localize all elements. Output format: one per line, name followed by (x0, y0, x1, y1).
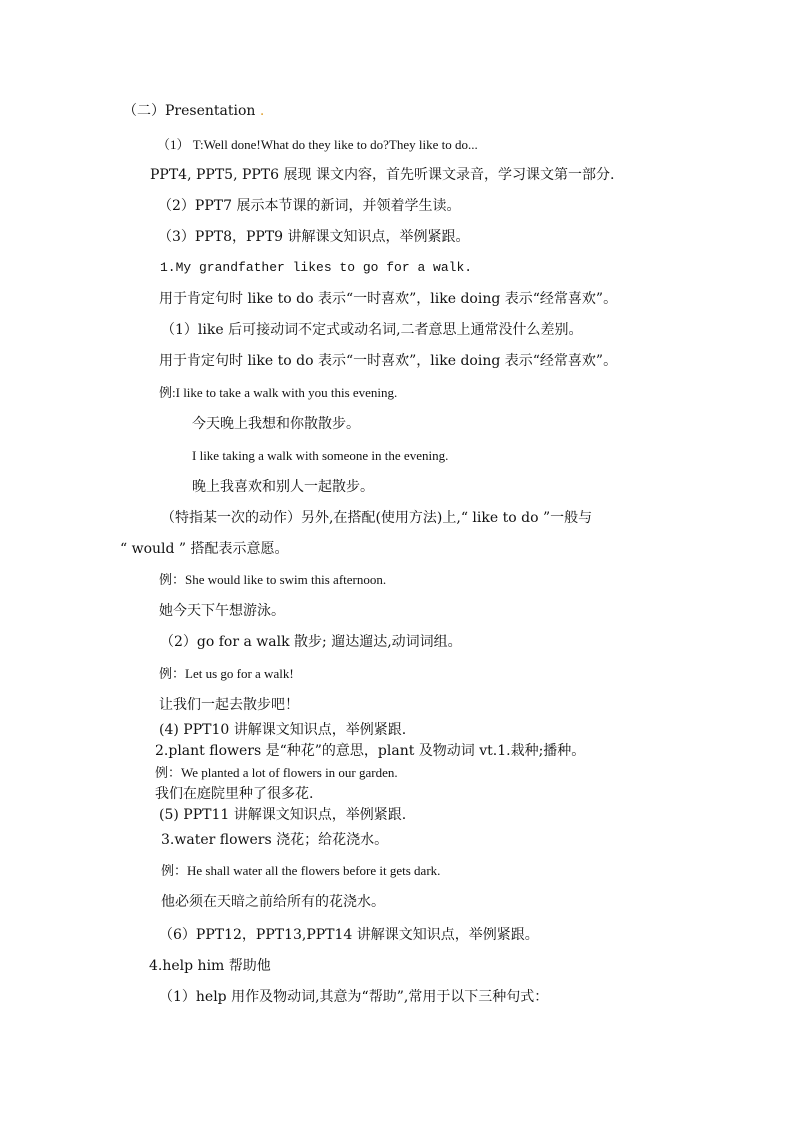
text-line-20: (4) PPT10 讲解课文知识点，举例紧跟. (159, 722, 407, 738)
text-line-29: 4.help him 帮助他 (149, 958, 271, 974)
text-line-27: 他必须在天暗之前给所有的花浇水。 (161, 894, 385, 910)
section-heading: （二）Presentation . (123, 103, 265, 119)
text-line-25: 3.water flowers 浇花；给花浇水。 (161, 832, 389, 848)
heading-dot: . (255, 103, 265, 119)
text-line-17: （2）go for a walk 散步; 遛达遛达,动词词组。 (160, 634, 462, 650)
text-line-16: 她今天下午想游泳。 (159, 603, 285, 619)
text-line-11: I like taking a walk with someone in the evening. (192, 448, 449, 463)
text-line-19: 让我们一起去散步吧！ (159, 697, 299, 713)
text-line-18: 例：Let us go for a walk! (159, 666, 294, 681)
text-line-13: （特指某一次的动作）另外,在搭配(使用方法)上,“ like to do ”一般与 (161, 510, 593, 526)
text-line-22: 例：We planted a lot of flowers in our garden. (155, 765, 398, 780)
text-line-9: 例:I like to take a walk with you this evening. (159, 385, 398, 400)
text-line-6: 用于肯定句时 like to do 表示“一时喜欢”，like doing 表示“经常喜欢”。 (159, 291, 618, 307)
text-line-2: PPT4, PPT5, PPT6 展现 课文内容，首先听课文录音，学习课文第一部分. (150, 167, 615, 183)
text-line-14: “ would ” 搭配表示意愿。 (120, 541, 289, 557)
text-line-5: 1.My grandfather likes to go for a walk. (160, 260, 473, 275)
text-line-3: （2）PPT7 展示本节课的新词，并领着学生读。 (158, 198, 461, 214)
text-line-30: （1）help 用作及物动词,其意为“帮助”,常用于以下三种句式： (159, 989, 549, 1005)
text-line-21: 2.plant flowers 是“种花”的意思，plant 及物动词 vt.1.栽种;播种。 (155, 743, 586, 759)
text-line-26: 例：He shall water all the flowers before it gets dark. (161, 863, 441, 878)
text-line-8: 用于肯定句时 like to do 表示“一时喜欢”，like doing 表示“经常喜欢”。 (159, 353, 618, 369)
text-line-24: (5) PPT11 讲解课文知识点，举例紧跟. (159, 807, 407, 823)
text-line-28: （6）PPT12，PPT13,PPT14 讲解课文知识点，举例紧跟。 (159, 927, 539, 943)
text-line-23: 我们在庭院里种了很多花. (155, 786, 314, 802)
text-line-4: （3）PPT8，PPT9 讲解课文知识点，举例紧跟。 (158, 229, 470, 245)
text-line-1: （1） T:Well done!What do they like to do?They like to do... (157, 137, 478, 152)
text-line-15: 例：She would like to swim this afternoon. (159, 572, 387, 587)
text-line-7: （1）like 后可接动词不定式或动名词,二者意思上通常没什么差别。 (161, 322, 583, 338)
text-line-10: 今天晚上我想和你散散步。 (192, 416, 360, 432)
text-line-12: 晚上我喜欢和别人一起散步。 (192, 479, 374, 495)
